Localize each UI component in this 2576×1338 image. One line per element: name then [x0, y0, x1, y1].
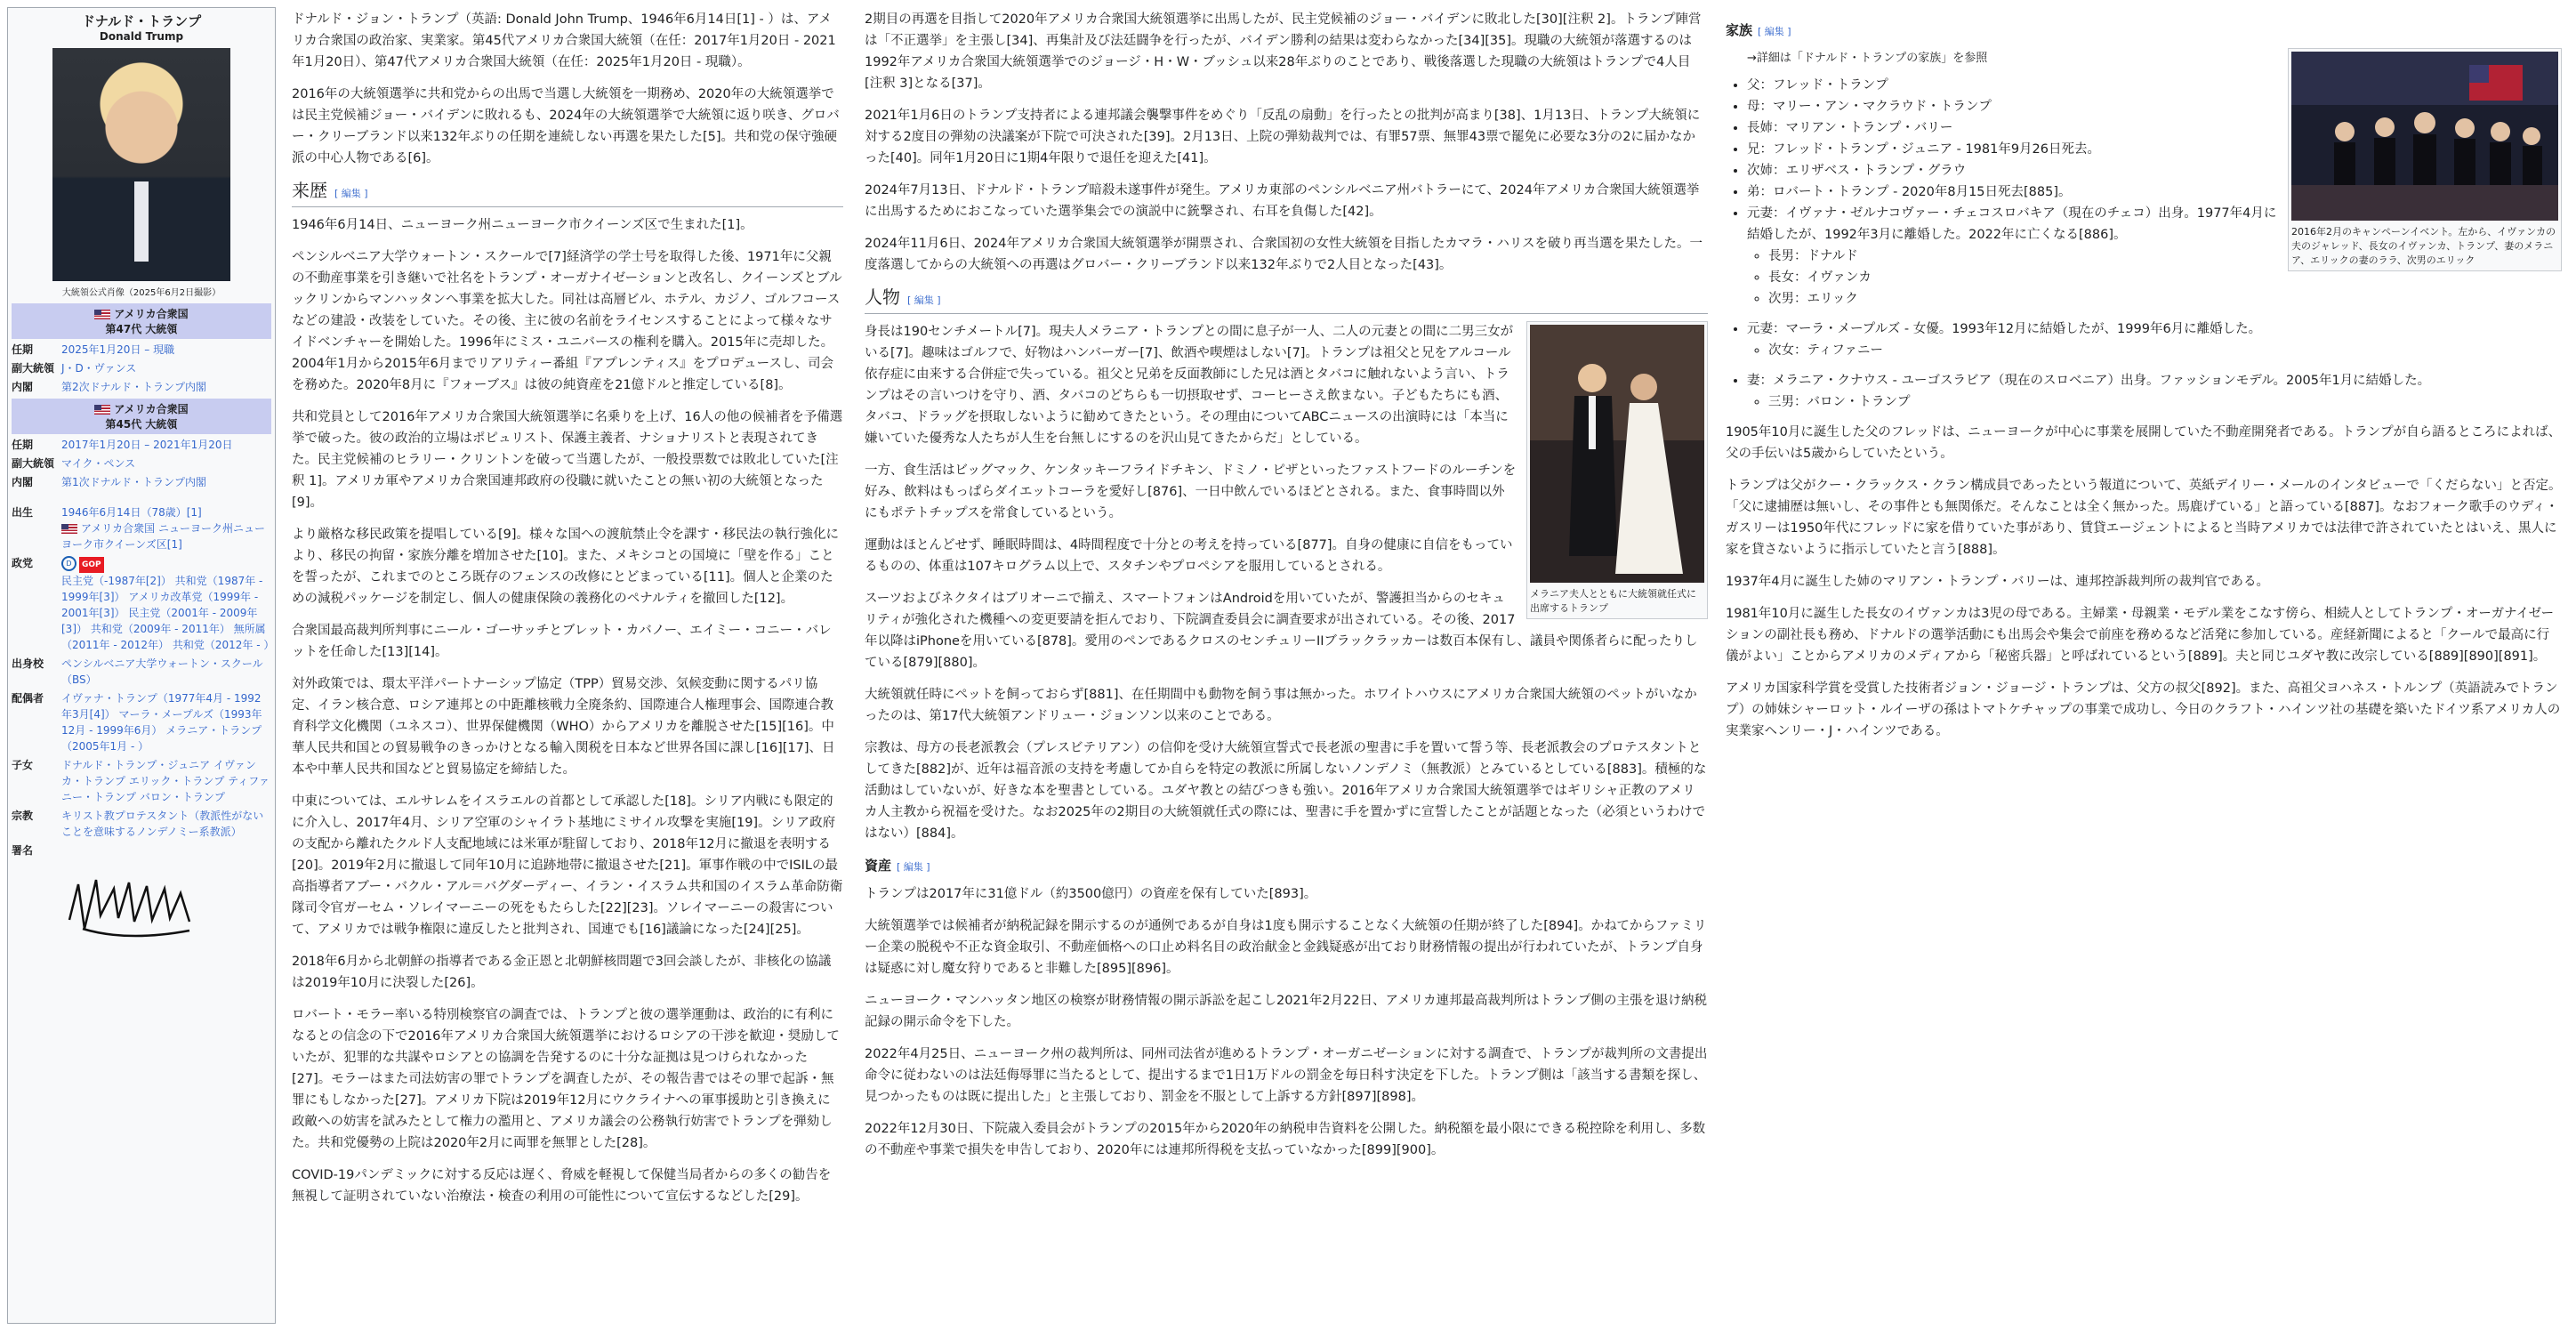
heading-text: 家族: [1726, 22, 1753, 38]
row-value: [61, 504, 271, 552]
body-paragraph: より厳格な移民政策を提唱している[9]。様々な国への渡航禁止令を課す・移民法の執行強化により、移民の拘留・家族分離を増加させた[10]。また、メキシコとの国境に「壁を作る」ことを誓ったが、これまでのところ既存のフェンスの改修にとどまっている[11]。個人と企業のための減税パッケージを制定し、個人の健康保険の義務化のペナルティを撤回した[12]。: [292, 528, 840, 606]
party-row: [12, 555, 275, 653]
body-paragraph: アメリカ国家科学賞を受賞した技術者ジョン・ジョージ・トランプは、父方の叔父[892]。また、高祖父ヨハネス・トルンプ（英語読みでトランプ）の姉妹シャーロット・ルイーザの孫はトマトケチャップの事業で成功し、今日のクラフト・ハインツ社の基礎を築いたドイツ系アメリカ人の実業家ヘンリー・J・ハインツである。: [1726, 681, 2561, 738]
heading-text: 来歴: [292, 180, 327, 201]
signature-image: [65, 866, 198, 947]
signature-row: [12, 842, 271, 858]
section-heading-person: [865, 286, 1708, 314]
body-paragraph: 2024年11月6日、2024年アメリカ合衆国大統領選挙が開票され、合衆国初の女性大統領を目指したカマラ・ハリスを破り再当選を果たした。一度落選してからの大統領への再選はグロバー・クリーブランド以来132年ぶりで2人目となった[43]。: [865, 237, 1703, 272]
body-paragraph: 宗教は、母方の長老派教会（プレスビテリアン）の信仰を受け大統領宣誓式で長老派の聖書に手を置いて誓う等、長老派教会のプロテスタントとしてきた[882]が、近年は福音派の支持を考慮してか自らを特定の教派に所属しないノンデノミ（無教派）とみているとしている[883]。積極的な活動はしていないが、好きな本を聖書としている。ユダヤ教との結びつきも強い。2016年アメリカ合衆国大統領選挙ではギリシャ正教のアメリカ人主教から祝福を受けた。なお2025年の2期目の大統領就任式の際には、聖書に手を置かずに宣誓したことが話題となった（必須というわけではない）[884]。: [865, 741, 1707, 841]
body-paragraph: COVID-19パンデミックに対する反応は遅く、脅威を軽視して保健当局者からの多くの勧告を無視して証明されていない治療法・検査の利用の可能性について宣伝するなどした[29]。: [292, 1168, 832, 1204]
infobox-row: [12, 360, 271, 376]
infobox-subtitle: Donald Trump: [99, 30, 184, 43]
body-paragraph: トランプは2017年に31億ドル（約3500億円）の資産を保有していた[893]。: [865, 887, 1317, 901]
row-key: 副大統領: [12, 362, 55, 375]
row-value[interactable]: 第2次ドナルド・トランプ内閣: [61, 381, 207, 393]
row-value[interactable]: 2017年1月20日 – 2021年1月20日: [61, 439, 233, 451]
list-item[interactable]: • 父：フレッド・トランプ: [1747, 75, 2562, 96]
list-item-text: 元妻：イヴァナ・ゼルナコヴァー・チェコスロバキア（現在のチェコ）出身。1977年4月に結婚したが、1992年3月に離婚した。2022年に亡くなる[886]。: [1747, 206, 2277, 242]
body-paragraph: 2021年1月6日のトランプ支持者による連邦議会襲撃事件をめぐり「反乱の扇動」を行ったとの批判が高まり[38]、1月13日、トランプ大統領に対する2度目の弾劾の決議案が下院で可決された[39]。2月13日、上院の弾劾裁判では、有罪57票、無罪43票で罷免に必要な3分の2に届かなかった[40]。同年1月20日に1期4年限りで退任を迎えた[41]。: [865, 109, 1701, 165]
infobox-row: [12, 474, 271, 490]
us-flag-icon: [94, 310, 110, 319]
body-paragraph: ペンシルベニア大学ウォートン・スクールで[7]経済学の学士号を取得した後、1971年に父親の不動産事業を引き継いで社名をトランプ・オーガナイゼーションと改名し、クイーンズとブルックリンからマンハッタンへ事業を拡大した。同社は高層ビル、ホテル、カジノ、ゴルフコースなどの建設・改装をしていた。その後、主に彼の名前をライセンスすることによって様々なサイドベンチャーを開始した。1996年にミス・ユニバースの権利を購入。2015年に売却した。2004年1月から2015年6月までリアリティー番組『アプレンティス』をプロデュースし、司会を務めた。2020年8月に『フォーブス』は彼の純資産を21億ドルと推定している[8]。: [292, 250, 842, 392]
row-key: 出生: [12, 506, 34, 519]
body-paragraph: 身長は190センチメートル[7]。現夫人メラニア・トランプとの間に息子が一人、二人の元妻との間に二男三女がいる[7]。趣味はゴルフで、好物はハンバーガー[7]、飲酒や喫煙はしない[7]。トランプは祖父と兄をアルコール依存症に由来する合併症で失っている。祖父と兄弟を反面教師にした兄は酒とタバコに触れないよう言い、トランプはその言いつけを守り、酒、タバコのどちらも一切摂取せず、コーヒーさえ飲まない。子どもたちにも酒、タバコ、ドラッグを摂取しないように勧めてきたという。その理由についてABCニュースの出演時には「本当に嫌いていた優秀な人たちが人生を台無しにするのを沢山見てきたからだ」としている。: [865, 325, 1514, 446]
gop-logo-icon: GOP: [79, 557, 104, 573]
office-header-45: [12, 399, 271, 434]
row-key: 内閣: [12, 476, 34, 488]
body-paragraph: 2024年7月13日、ドナルド・トランプ暗殺未遂事件が発生。アメリカ東部のペンシルベニア州バトラーにて、2024年アメリカ合衆国大統領選挙に出馬するためにおこなっていた選挙集会での演説中に銃撃され、右耳を負傷した[42]。: [865, 183, 1700, 219]
row-value: [61, 555, 275, 653]
list-item[interactable]: [1747, 370, 2562, 413]
list-item[interactable]: • 弟：ロバート・トランプ - 2020年8月15日死去[885]。: [1747, 181, 2562, 203]
party-list[interactable]: 民主党（-1987年[2]） 共和党（1987年 - 1999年[3]） アメリカ改革党（1999年 - 2001年[3]） 民主党（2001年 - 2009年[3]） 共和党（2009年 - 2011年） 無所属（2011年 - 2012年） 共和党（2012年 - ）: [61, 575, 275, 651]
children-list: [1747, 391, 2562, 413]
section-heading-history: [292, 180, 843, 207]
list-item[interactable]: [1747, 318, 2562, 361]
list-item[interactable]: ◦ 次女：ティファニー: [1768, 340, 2562, 361]
row-key: 任期: [12, 343, 34, 356]
portrait-caption: 大統領公式肖像（2025年6月2日撮影）: [61, 288, 221, 298]
campaign-photo: [2291, 52, 2558, 221]
school-row: [12, 656, 271, 688]
inauguration-thumbnail[interactable]: [1526, 321, 1708, 619]
campaign-thumbnail[interactable]: [2288, 48, 2562, 271]
thumbnail-caption: 2016年2月のキャンペーンイベント。左から、イヴァンカの夫のジャレッド、長女のイヴァンカ、トランプ、妻のメラニア、エリックの妻のララ、次男のエリック: [2291, 226, 2556, 266]
body-paragraph: 大統領選挙では候補者が納税記録を開示するのが通例であるが自身は1度も開示することなく大統領の任期が終了した[894]。かねてからファミリー企業の脱税や不正な資金取引、不動産価格への口止め料名目の政治献金と金銭疑惑が出ており財務情報の提出が行われていたが、トランプ自身は疑惑に対し魔女狩りであると非難した[895][896]。: [865, 919, 1707, 976]
see-also-note[interactable]: →詳細は「ドナルド・トランプの家族」を参照: [1747, 52, 1988, 65]
official-portrait-image[interactable]: [52, 48, 230, 281]
birth-date[interactable]: 1946年6月14日（78歳）[1]: [61, 506, 202, 519]
body-paragraph: ロバート・モラー率いる特別検察官の調査では、トランプと彼の選挙運動は、政治的に有利になるとの信念の下で2016年アメリカ合衆国大統領選挙におけるロシアの干渉を歓迎・奨励していたが、犯罪的な共謀やロシアとの協調を告発するのに十分な証拠は見つけられなかった[27]。モラーはまた司法妨害の罪でトランプを調査したが、その報告書ではその罪で起訴・無罪にもしなかった[27]。アメリカ下院は2019年12月にウクライナへの軍事援助と引き換えに政敵への妨害を試みたとして権力の濫用と、アメリカ議会の公務執行妨害でトランプを弾劾した。共和党優勢の上院は2020年2月に両罪を無罪とした[28]。: [292, 1008, 840, 1150]
us-flag-icon: [94, 405, 110, 415]
office-header-47: [12, 303, 271, 339]
article-column-1: [292, 9, 843, 1218]
infobox-row: [12, 379, 271, 395]
body-paragraph: 2022年12月30日、下院歳入委員会がトランプの2015年から2020年の納税申告資料を公開した。納税額を最小限にできる税控除を利用し、多数の不動産や事業で損失を申告しており、2020年には連邦所得税を支払っていなかった[899][900]。: [865, 1122, 1706, 1157]
birth-row: [12, 504, 271, 552]
infobox: [7, 7, 276, 1324]
office-country[interactable]: アメリカ合衆国: [114, 308, 189, 320]
body-paragraph: 合衆国最高裁判所判事にニール・ゴーサッチとブレット・カバノー、エイミー・コニー・バレットを任命した[13][14]。: [292, 624, 832, 659]
row-value[interactable]: 第1次ドナルド・トランプ内閣: [61, 476, 207, 488]
office-title[interactable]: 第47代 大統領: [105, 323, 178, 335]
body-paragraph: 1905年10月に誕生した父のフレッドは、ニューヨークが中心に事業を展開していた不動産開発者である。トランプが自ら語るところによれば、父の手伝いは5歳からしていたという。: [1726, 425, 2562, 461]
body-paragraph: 2018年6月から北朝鮮の指導者である金正恩と北朝鮮核問題で3回会談したが、非核化の協議は2019年10月に決裂した[26]。: [292, 955, 832, 990]
body-paragraph: 1937年4月に誕生した姉のマリアン・トランプ・バリーは、連邦控訴裁判所の裁判官である。: [1726, 575, 2270, 589]
list-item-text: 妻：メラニア・クナウス - ユーゴスラビア（現在のスロベニア）出身。ファッションモデル。2005年1月に結婚した。: [1747, 374, 2431, 388]
body-paragraph: 対外政策では、環太平洋パートナーシップ協定（TPP）貿易交渉、気候変動に関するパリ協定、イラン核合意、ロシア連邦との中距離核戦力全廃条約、国際連合人権理事会、国際連合教育科学文化機関（ユネスコ）、世界保健機関（WHO）からアメリカを離脱させた[15][16]。中華人民共和国との貿易戦争のきっかけとなる輸入関税を日本など世界各国に課し[16][17]、日本や中華人民共和国などと貿易協定を締結した。: [292, 677, 835, 777]
infobox-row: [12, 342, 271, 358]
thumbnail-caption: メラニア夫人とともに大統領就任式に出席するトランプ: [1530, 588, 1696, 614]
row-key: 子女: [12, 759, 34, 771]
row-key: 任期: [12, 439, 34, 451]
edit-link[interactable]: [ 編集 ]: [897, 861, 930, 873]
infobox-title: ドナルド・トランプ: [81, 13, 202, 29]
article-column-3: [1726, 9, 2562, 753]
list-item[interactable]: • 母：マリー・アン・マクラウド・トランプ: [1747, 96, 2562, 117]
row-key: 署名: [12, 844, 34, 857]
lead-paragraph: ドナルド・ジョン・トランプ（英語: Donald John Trump、1946年6月14日[1] - ）は、アメリカ合衆国の政治家、実業家。第45代アメリカ合衆国大統領（在任：2017年1月20日 - 2021年1月20日）、第47代アメリカ合衆国大統領（在任：2025年1月20日 - 現職）。: [292, 12, 836, 69]
body-paragraph: 一方、食生活はビッグマック、ケンタッキーフライドチキン、ドミノ・ピザといったファストフードのルーチンを好み、飲料はもっぱらダイエットコーラを愛好し[876]、一日中飲んでいるほどとされる。また、食事時間以外にもポテトチップスを常食しているという。: [865, 463, 1517, 520]
body-paragraph: 共和党員として2016年アメリカ合衆国大統領選挙に名乗りを上げ、16人の他の候補者を予備選挙で破った。彼の政治的立場はポピュリスト、保護主義者、ナショナリストと表現されてきた。民主党候補のヒラリー・クリントンを破って当選したが、一般投票数では敗北していた[注釈 1]。アメリカ軍やアメリカ合衆国連邦政府の役職に就いたことの無い初の大統領となった[9]。: [292, 410, 843, 510]
list-item[interactable]: • 兄：フレッド・トランプ・ジュニア - 1981年9月26日死去。: [1747, 139, 2562, 160]
list-item[interactable]: ◦ 三男：バロン・トランプ: [1768, 391, 2562, 413]
list-item[interactable]: • 次姉：エリザベス・トランプ・グラウ: [1747, 160, 2562, 181]
edit-link[interactable]: [ 編集 ]: [334, 188, 368, 199]
lead-paragraph: 2016年の大統領選挙に共和党からの出馬で当選し大統領を一期務め、2020年の大統領選挙では民主党候補ジョー・バイデンに敗れるも、2024年の大統領選挙で大統領に返り咲き、グロバー・クリーブランド以来132年ぶりの任期を連続しない再選を果たした[5]。共和党の保守強硬派の中心人物である[6]。: [292, 87, 840, 165]
body-paragraph: 2期目の再選を目指して2020年アメリカ合衆国大統領選挙に出馬したが、民主党候補のジョー・バイデンに敗北した[30][注釈 2]。トランプ陣営は「不正選挙」を主張し[34]、再集計及び法廷闘争を行ったが、バイデン勝利の結果は変わらなかった[34][35]。現職の大統領が落選するのは1992年アメリカ合衆国大統領選挙でのジョージ・H・W・ブッシュ以来28年ぶりのことであり、戦後落選した現職の大統領はトランプで4人目[注釈 3]となる[37]。: [865, 12, 1702, 91]
row-key: 政党: [12, 557, 34, 569]
row-key: 配偶者: [12, 692, 44, 705]
list-item[interactable]: ◦ 次男：エリック: [1768, 288, 2562, 310]
body-paragraph: 2022年4月25日、ニューヨーク州の裁判所は、同州司法省が進めるトランプ・オーガニゼーションに対する調査で、トランプが裁判所の文書提出命令に従わないのは法廷侮辱罪に当たるとして、提出するまで1日1万ドルの罰金を毎日科す決定を下した。トランプ側は「該当する書類を探し、見つかったものは既に提出した」と主張しており、罰金を不服として上訴する方針[897][898]。: [865, 1047, 1708, 1104]
edit-link[interactable]: [ 編集 ]: [1758, 26, 1791, 37]
democrat-logo-icon: D: [61, 556, 76, 571]
row-key: 内閣: [12, 381, 34, 393]
body-paragraph: 1981年10月に誕生した長女のイヴァンカは3児の母である。主婦業・母親業・モデル業をこなす傍ら、相続人としてトランプ・オーガナイゼーションの副社長も務め、ドナルドの選挙活動にも出馬会や集会で前座を務めるなど活発に参加している。産経新聞によると「クールで最高に行儀がよい」ことからアメリカのメディアから「秘密兵器」と呼ばれているという[889]。夫と同じユダヤ教に改宗している[889][890][891]。: [1726, 607, 2555, 664]
list-item[interactable]: ◦ 長女：イヴァンカ: [1768, 267, 2562, 288]
section-heading-assets: [865, 855, 1708, 878]
infobox-row: [12, 455, 271, 472]
row-value[interactable]: キリスト教プロテスタント（教派性がないことを意味するノンデノミー系教派）: [61, 810, 264, 838]
office-country[interactable]: アメリカ合衆国: [114, 403, 189, 415]
body-paragraph: トランプは父がクー・クラックス・クラン構成員であったという報道について、英紙デイリー・メールのインタビューで「くだらない」と否定。「父に逮捕歴は無いし、その事件とも無関係だ。そんなことは全く無かった。馬鹿げている」と語っている[887]。なおフォーク歌手のウディ・ガスリーは1950年代にフレッドに家を借りていた事があり、賃貸エージェントによると当時アメリカでは法律で許されていたとはいえ、黒人に家を貸さないように指示していたと言う[888]。: [1726, 479, 2562, 557]
row-value[interactable]: マイク・ペンス: [61, 457, 136, 470]
inauguration-photo: [1530, 325, 1704, 583]
row-key: 副大統領: [12, 457, 55, 470]
body-paragraph: 1946年6月14日、ニューヨーク州ニューヨーク市クイーンズ区で生まれた[1]。: [292, 218, 753, 232]
row-key: 宗教: [12, 810, 34, 822]
body-paragraph: 大統領就任時にペットを飼っておらず[881]、在任期間中も動物を飼う事は無かった。ホワイトハウスにアメリカ合衆国大統領のペットがいなかったのは、第17代大統領アンドリュー・ジョンソン以来のことである。: [865, 688, 1697, 723]
religion-row: [12, 808, 271, 840]
list-item-text: 元妻：マーラ・メープルズ - 女優。1993年12月に結婚したが、1999年6月に離婚した。: [1747, 322, 2262, 336]
row-value[interactable]: ドナルド・トランプ・ジュニア イヴァンカ・トランプ エリック・トランプ ティファニー・トランプ バロン・トランプ: [61, 759, 270, 803]
body-paragraph: ニューヨーク・マンハッタン地区の検察が財務情報の開示訴訟を起こし2021年2月22日、アメリカ連邦最高裁判所はトランプ側の主張を退け納税記録の開示命令を下した。: [865, 994, 1708, 1029]
children-list: [1747, 340, 2562, 361]
article-column-2: [865, 9, 1708, 1172]
section-heading-family: [1726, 20, 2562, 43]
list-item[interactable]: • 長姉：マリアン・トランプ・バリー: [1747, 117, 2562, 139]
body-paragraph: スーツおよびネクタイはブリオーニで揃え、スマートフォンはAndroidを用いていたが、警護担当からのセキュリティが強化された機種への変更要請を拒んでおり、下院調査委員会に調査要求が出されている。その後、2017年以降はiPhoneを用いている[878]。愛用のペンであるクロスのセンチュリーIIブラックラッカーは数百本保有し、議員や関係者らに配ったりしている[879][880]。: [865, 592, 1698, 670]
heading-text: 資産: [865, 858, 892, 874]
office-title[interactable]: 第45代 大統領: [105, 418, 178, 431]
birth-place[interactable]: アメリカ合衆国 ニューヨーク州ニューヨーク市クイーンズ区[1]: [61, 522, 265, 551]
row-value[interactable]: イヴァナ・トランプ（1977年4月 - 1992年3月[4]） マーラ・メープルズ（1993年12月 - 1999年6月） メラニア・トランプ（2005年1月 - ）: [61, 692, 262, 753]
row-value[interactable]: 2025年1月20日 – 現職: [61, 343, 175, 356]
row-value[interactable]: J・D・ヴァンス: [61, 362, 137, 375]
spouse-row: [12, 690, 271, 754]
edit-link[interactable]: [ 編集 ]: [907, 294, 941, 306]
us-flag-icon: [61, 524, 77, 534]
children-row: [12, 757, 271, 805]
body-paragraph: 運動はほとんどせず、睡眠時間は、4時間程度で十分との考えを持っている[877]。自身の健康に自信をもっているものの、体重は107キログラム以上で、スタチンやプロペシアを服用しているとされる。: [865, 538, 1513, 574]
infobox-row: [12, 437, 271, 453]
row-value[interactable]: ペンシルベニア大学ウォートン・スクール（BS）: [61, 657, 263, 686]
heading-text: 人物: [865, 286, 900, 308]
list-item[interactable]: ◦ 長男：ドナルド: [1768, 246, 2562, 267]
body-paragraph: 中東については、エルサレムをイスラエルの首都として承認した[18]。シリア内戦にも限定的に介入し、2017年4月、シリア空軍のシャイラト基地にミサイル攻撃を実施[19]。シリア政府の支配から離れたクルド人支配地域には米軍が駐留しており、2018年12月に撤退を表明する[20]。2019年2月に撤退して同年10月に追跡地帯に撤退させた[21]。軍事作戦の中でISILの最高指導者アブー・バクル・アル＝バグダーディー、イラン・イスラム共和国のイスラム革命防衛隊司令官ガーセム・ソレイマーニーの死をもたらした[22][23]。ソレイマーニーの殺害について、アメリカでは戦争権限に違反したと批判され、国連でも[16]議論になった[24][25]。: [292, 794, 843, 937]
row-key: 出身校: [12, 657, 44, 670]
